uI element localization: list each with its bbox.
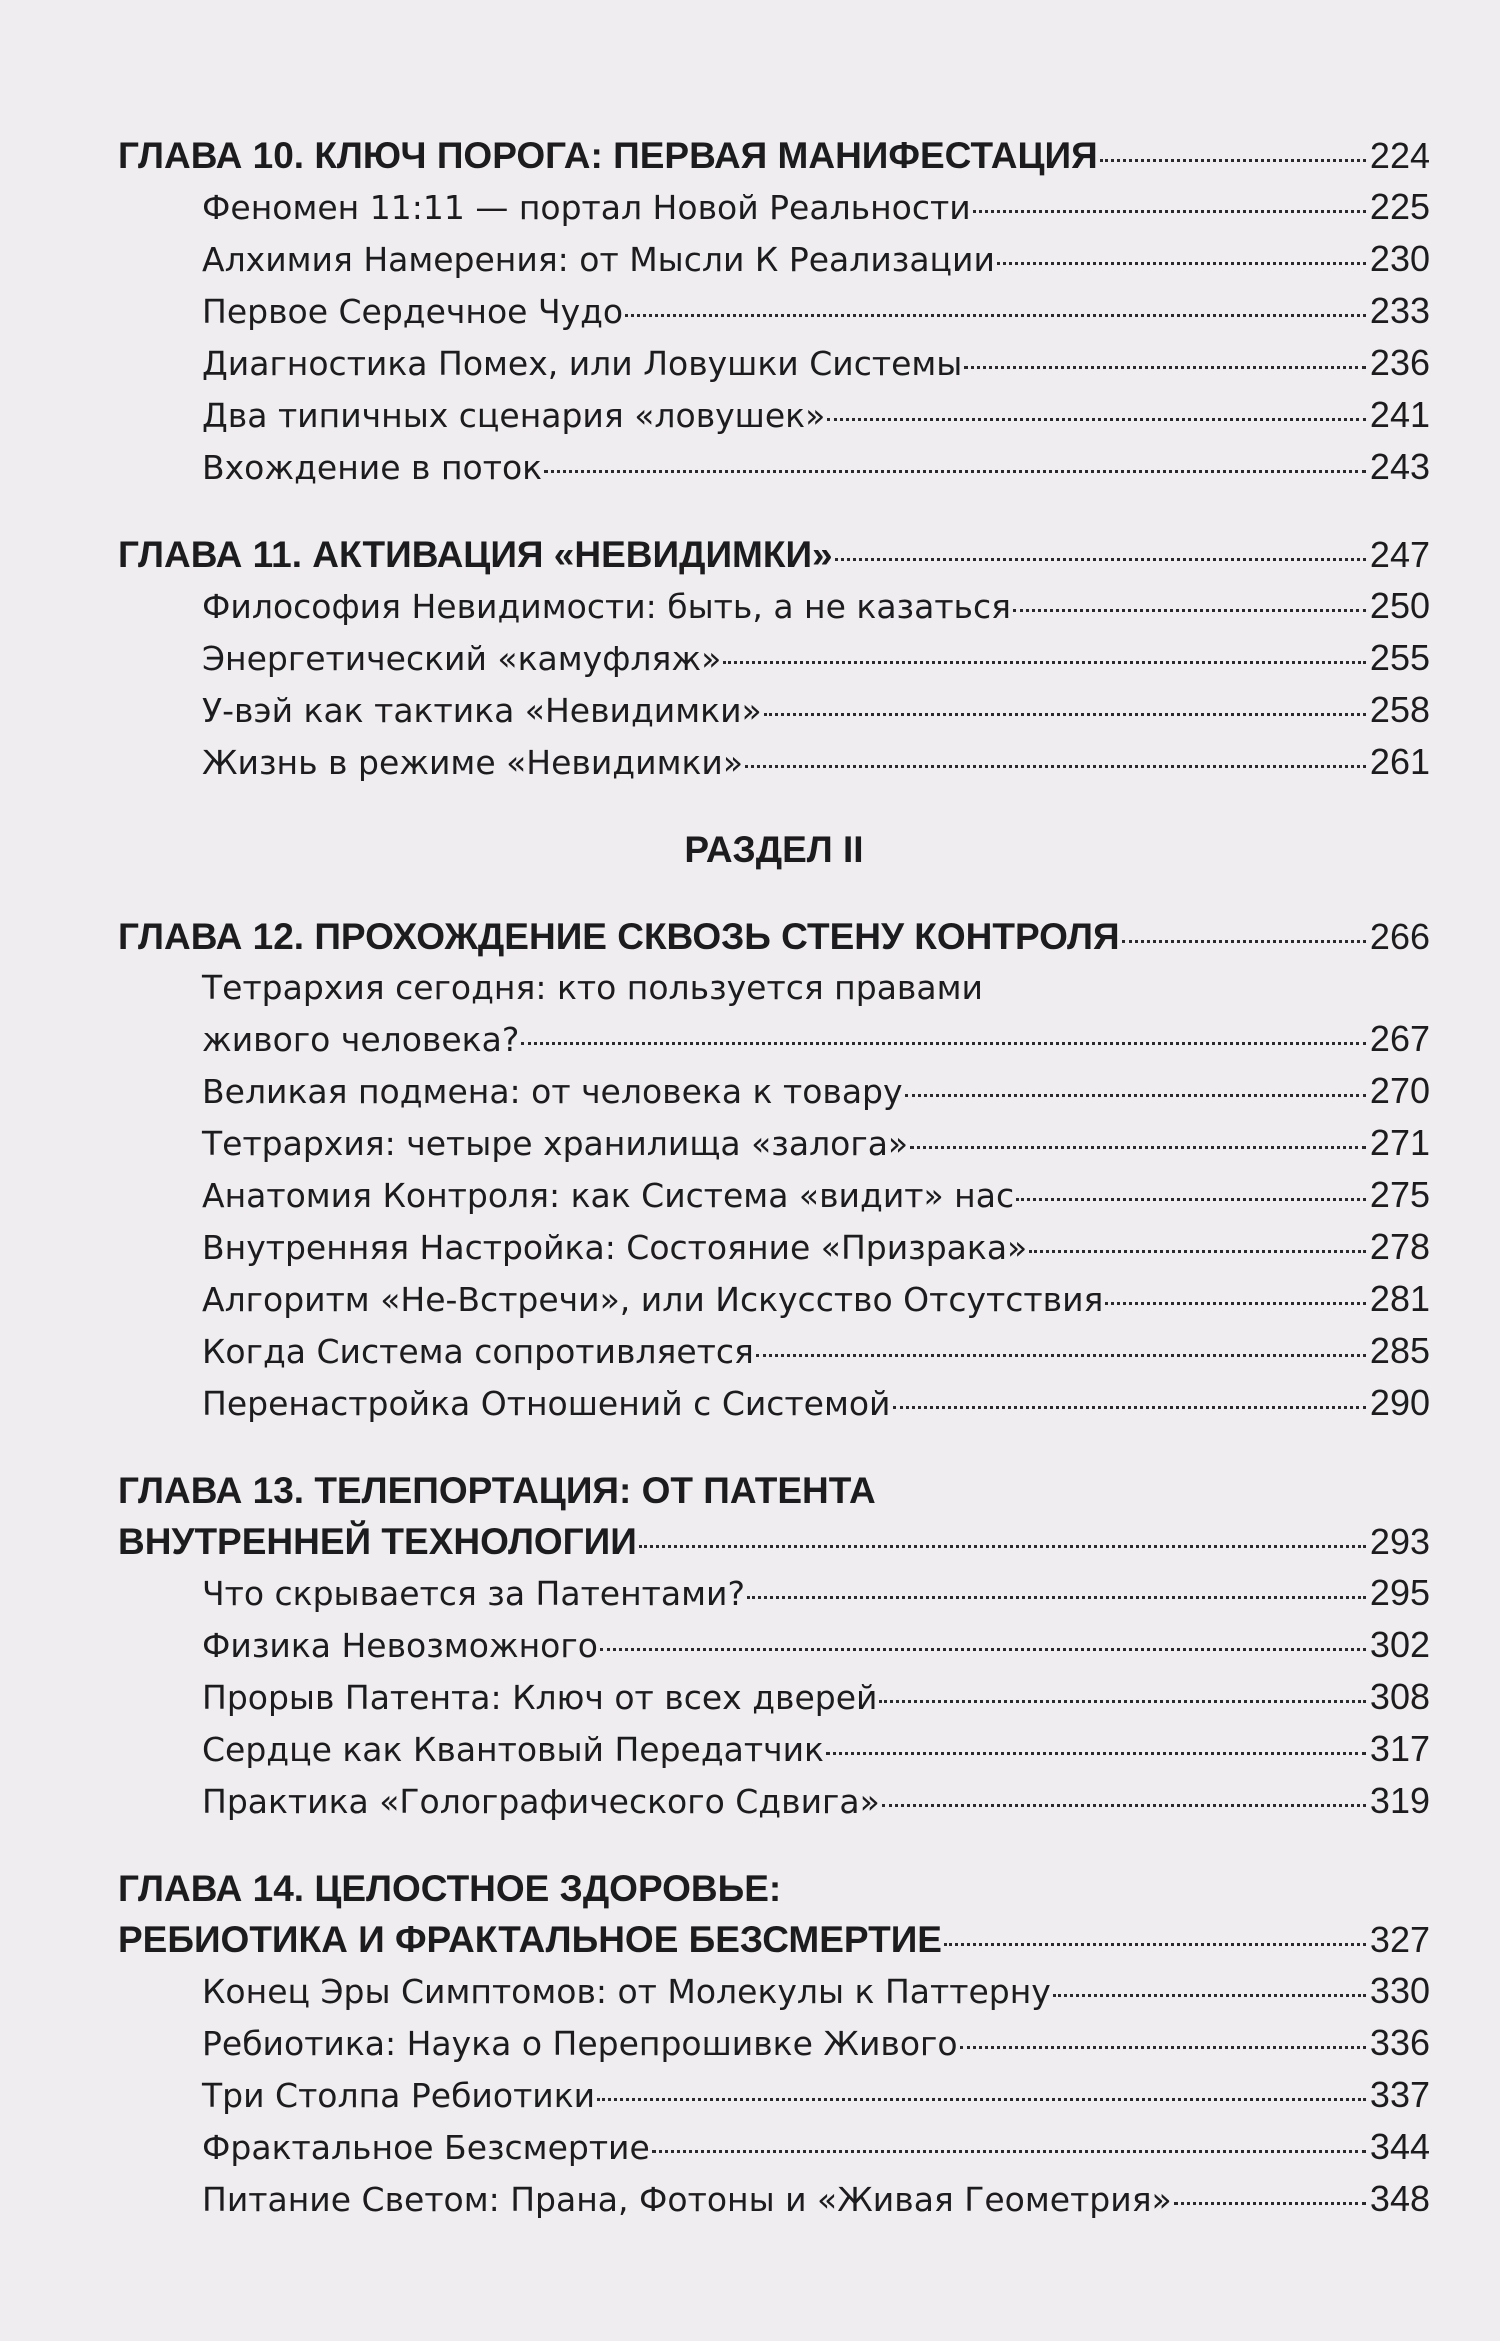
toc-item[interactable] xyxy=(118,1567,1430,1619)
leader-dots xyxy=(826,1752,1366,1755)
section-heading: РАЗДЕЛ II xyxy=(684,829,864,870)
toc-item[interactable] xyxy=(118,1723,1430,1775)
toc-item[interactable] xyxy=(118,1013,1430,1065)
leader-dots xyxy=(835,558,1366,561)
item-title: Анатомия Контроля: как Система «видит» нас xyxy=(202,1176,1015,1215)
page-number: 258 xyxy=(1369,689,1430,730)
toc-chapter-14-line1: ГЛАВА 14. ЦЕЛОСТНОЕ ЗДОРОВЬЕ: xyxy=(118,1868,782,1909)
item-title: Вхождение в поток xyxy=(202,448,543,487)
toc-item[interactable] xyxy=(118,1273,1430,1325)
toc-item[interactable] xyxy=(118,1775,1430,1827)
leader-dots xyxy=(745,765,1366,768)
leader-dots xyxy=(600,1648,1366,1651)
item-title: Ребиотика: Наука о Перепрошивке Живого xyxy=(202,2024,958,2063)
toc-item[interactable] xyxy=(118,337,1430,389)
leader-dots xyxy=(1053,1994,1366,1997)
page-number: 295 xyxy=(1369,1572,1430,1613)
leader-dots xyxy=(1100,159,1366,162)
page-number: 275 xyxy=(1369,1174,1430,1215)
leader-dots xyxy=(625,314,1366,317)
item-title: Практика «Голографического Сдвига» xyxy=(202,1782,880,1821)
page-number: 225 xyxy=(1369,186,1430,227)
item-title: Что скрывается за Патентами? xyxy=(202,1574,745,1613)
item-title: У-вэй как тактика «Невидимки» xyxy=(202,691,762,730)
item-title: Алгоритм «Не-Встречи», или Искусство Отсутствия xyxy=(202,1280,1104,1319)
leader-dots xyxy=(973,210,1366,213)
chapter-title: ГЛАВА 10. КЛЮЧ ПОРОГА: ПЕРВАЯ МАНИФЕСТАЦИЯ xyxy=(118,135,1098,176)
page-number: 278 xyxy=(1369,1226,1430,1267)
leader-dots xyxy=(1016,1198,1366,1201)
leader-dots xyxy=(1105,1302,1366,1305)
item-title: Первое Сердечное Чудо xyxy=(202,292,624,331)
leader-dots xyxy=(747,1596,1366,1599)
page-number: 285 xyxy=(1369,1330,1430,1371)
item-title: Два типичных сценария «ловушек» xyxy=(202,396,826,435)
item-title: Внутренняя Настройка: Состояние «Призрака» xyxy=(202,1228,1028,1267)
toc-item[interactable] xyxy=(118,1965,1430,2017)
toc-item[interactable] xyxy=(118,1169,1430,1221)
item-title: Жизнь в режиме «Невидимки» xyxy=(202,743,744,782)
item-title: Конец Эры Симптомов: от Молекулы к Паттерну xyxy=(202,1972,1051,2011)
leader-dots xyxy=(723,661,1366,664)
item-title: Тетрархия: четыре хранилища «залога» xyxy=(202,1124,909,1163)
spacer xyxy=(118,1827,1430,1863)
page-number: 330 xyxy=(1369,1970,1430,2011)
toc-item[interactable] xyxy=(118,233,1430,285)
leader-dots xyxy=(521,1042,1366,1045)
toc-item[interactable] xyxy=(118,389,1430,441)
toc-item-line: Тетрархия сегодня: кто пользуется правами xyxy=(202,968,983,1007)
item-title: Когда Система сопротивляется xyxy=(202,1332,754,1371)
chapter-title: ГЛАВА 11. АКТИВАЦИЯ «НЕВИДИМКИ» xyxy=(118,534,833,575)
spacer xyxy=(118,1429,1430,1465)
page-number: 224 xyxy=(1369,135,1430,176)
leader-dots xyxy=(964,366,1366,369)
toc-item[interactable] xyxy=(118,181,1430,233)
page-number: 327 xyxy=(1369,1919,1430,1960)
leader-dots xyxy=(652,2150,1366,2153)
spacer xyxy=(118,493,1430,529)
toc-item[interactable] xyxy=(118,1377,1430,1429)
toc-item[interactable] xyxy=(118,684,1430,736)
leader-dots xyxy=(544,470,1366,473)
leader-dots xyxy=(882,1804,1366,1807)
page-number: 261 xyxy=(1369,741,1430,782)
toc-chapter-10[interactable] xyxy=(118,130,1430,181)
page-number: 317 xyxy=(1369,1728,1430,1769)
leader-dots xyxy=(764,713,1366,716)
page-number: 255 xyxy=(1369,637,1430,678)
leader-dots xyxy=(905,1094,1366,1097)
chapter-title: РЕБИОТИКА И ФРАКТАЛЬНОЕ БЕЗСМЕРТИЕ xyxy=(118,1919,942,1960)
item-title: Великая подмена: от человека к товару xyxy=(202,1072,903,1111)
toc-chapter-13-line1: ГЛАВА 13. ТЕЛЕПОРТАЦИЯ: ОТ ПАТЕНТА xyxy=(118,1470,876,1511)
leader-dots xyxy=(1174,2202,1366,2205)
page-number: 281 xyxy=(1369,1278,1430,1319)
page-number: 267 xyxy=(1369,1018,1430,1059)
toc-item[interactable] xyxy=(118,1325,1430,1377)
leader-dots xyxy=(597,2098,1366,2101)
chapter-title: ГЛАВА 12. ПРОХОЖДЕНИЕ СКВОЗЬ СТЕНУ КОНТРОЛЯ xyxy=(118,916,1120,957)
toc-item[interactable] xyxy=(118,1619,1430,1671)
toc-chapter-11[interactable] xyxy=(118,529,1430,580)
page-number: 236 xyxy=(1369,342,1430,383)
item-title: Прорыв Патента: Ключ от всех дверей xyxy=(202,1678,878,1717)
toc-item[interactable] xyxy=(118,285,1430,337)
leader-dots xyxy=(944,1943,1366,1946)
page-number: 348 xyxy=(1369,2178,1430,2219)
leader-dots xyxy=(893,1406,1366,1409)
page-number: 319 xyxy=(1369,1780,1430,1821)
toc-item[interactable] xyxy=(118,1221,1430,1273)
toc-item[interactable] xyxy=(118,1671,1430,1723)
page-number: 233 xyxy=(1369,290,1430,331)
leader-dots xyxy=(639,1545,1366,1548)
toc-item[interactable] xyxy=(118,580,1430,632)
leader-dots xyxy=(1013,609,1366,612)
leader-dots xyxy=(879,1700,1365,1703)
toc-item[interactable] xyxy=(118,1117,1430,1169)
page-number: 241 xyxy=(1369,394,1430,435)
leader-dots xyxy=(1029,1250,1366,1253)
toc-chapter-14[interactable] xyxy=(118,1914,1430,1965)
item-title: Перенастройка Отношений с Системой xyxy=(202,1384,891,1423)
leader-dots xyxy=(756,1354,1366,1357)
page-number: 250 xyxy=(1369,585,1430,626)
item-title: Три Столпа Ребиотики xyxy=(202,2076,596,2115)
toc-item[interactable] xyxy=(118,441,1430,493)
page-number: 243 xyxy=(1369,446,1430,487)
item-title: Питание Светом: Прана, Фотоны и «Живая Геометрия» xyxy=(202,2180,1172,2219)
spacer xyxy=(118,788,1430,824)
item-title: Феномен 11:11 — портал Новой Реальности xyxy=(202,188,971,227)
toc-item[interactable] xyxy=(118,2121,1430,2173)
page-number: 270 xyxy=(1369,1070,1430,1111)
toc-item[interactable] xyxy=(118,2069,1430,2121)
item-title: Физика Невозможного xyxy=(202,1626,598,1665)
leader-dots xyxy=(960,2046,1366,2049)
page-number: 344 xyxy=(1369,2126,1430,2167)
page-number: 337 xyxy=(1369,2074,1430,2115)
chapter-title: ВНУТРЕННЕЙ ТЕХНОЛОГИИ xyxy=(118,1521,637,1562)
toc-item[interactable] xyxy=(118,632,1430,684)
page-number: 308 xyxy=(1369,1676,1430,1717)
item-title: Философия Невидимости: быть, а не казаться xyxy=(202,587,1011,626)
leader-dots xyxy=(910,1146,1366,1149)
page-number: 230 xyxy=(1369,238,1430,279)
leader-dots xyxy=(1122,940,1366,943)
item-title: Алхимия Намерения: от Мысли К Реализации xyxy=(202,240,995,279)
table-of-contents xyxy=(118,130,1430,2225)
page-number: 290 xyxy=(1369,1382,1430,1423)
page-number: 293 xyxy=(1369,1521,1430,1562)
toc-chapter-12[interactable] xyxy=(118,911,1430,962)
leader-dots xyxy=(997,262,1366,265)
page-number: 336 xyxy=(1369,2022,1430,2063)
toc-item[interactable] xyxy=(118,1065,1430,1117)
toc-item[interactable] xyxy=(118,2017,1430,2069)
page-number: 266 xyxy=(1369,916,1430,957)
toc-chapter-13[interactable] xyxy=(118,1516,1430,1567)
item-title: Диагностика Помех, или Ловушки Системы xyxy=(202,344,963,383)
page-number: 247 xyxy=(1369,534,1430,575)
item-title: живого человека? xyxy=(202,1020,520,1059)
leader-dots xyxy=(827,418,1366,421)
item-title: Энергетический «камуфляж» xyxy=(202,639,722,678)
page-number: 271 xyxy=(1369,1122,1430,1163)
item-title: Фрактальное Безсмертие xyxy=(202,2128,650,2167)
toc-item[interactable] xyxy=(118,736,1430,788)
toc-item[interactable] xyxy=(118,2173,1430,2225)
page-number: 302 xyxy=(1369,1624,1430,1665)
item-title: Сердце как Квантовый Передатчик xyxy=(202,1730,824,1769)
